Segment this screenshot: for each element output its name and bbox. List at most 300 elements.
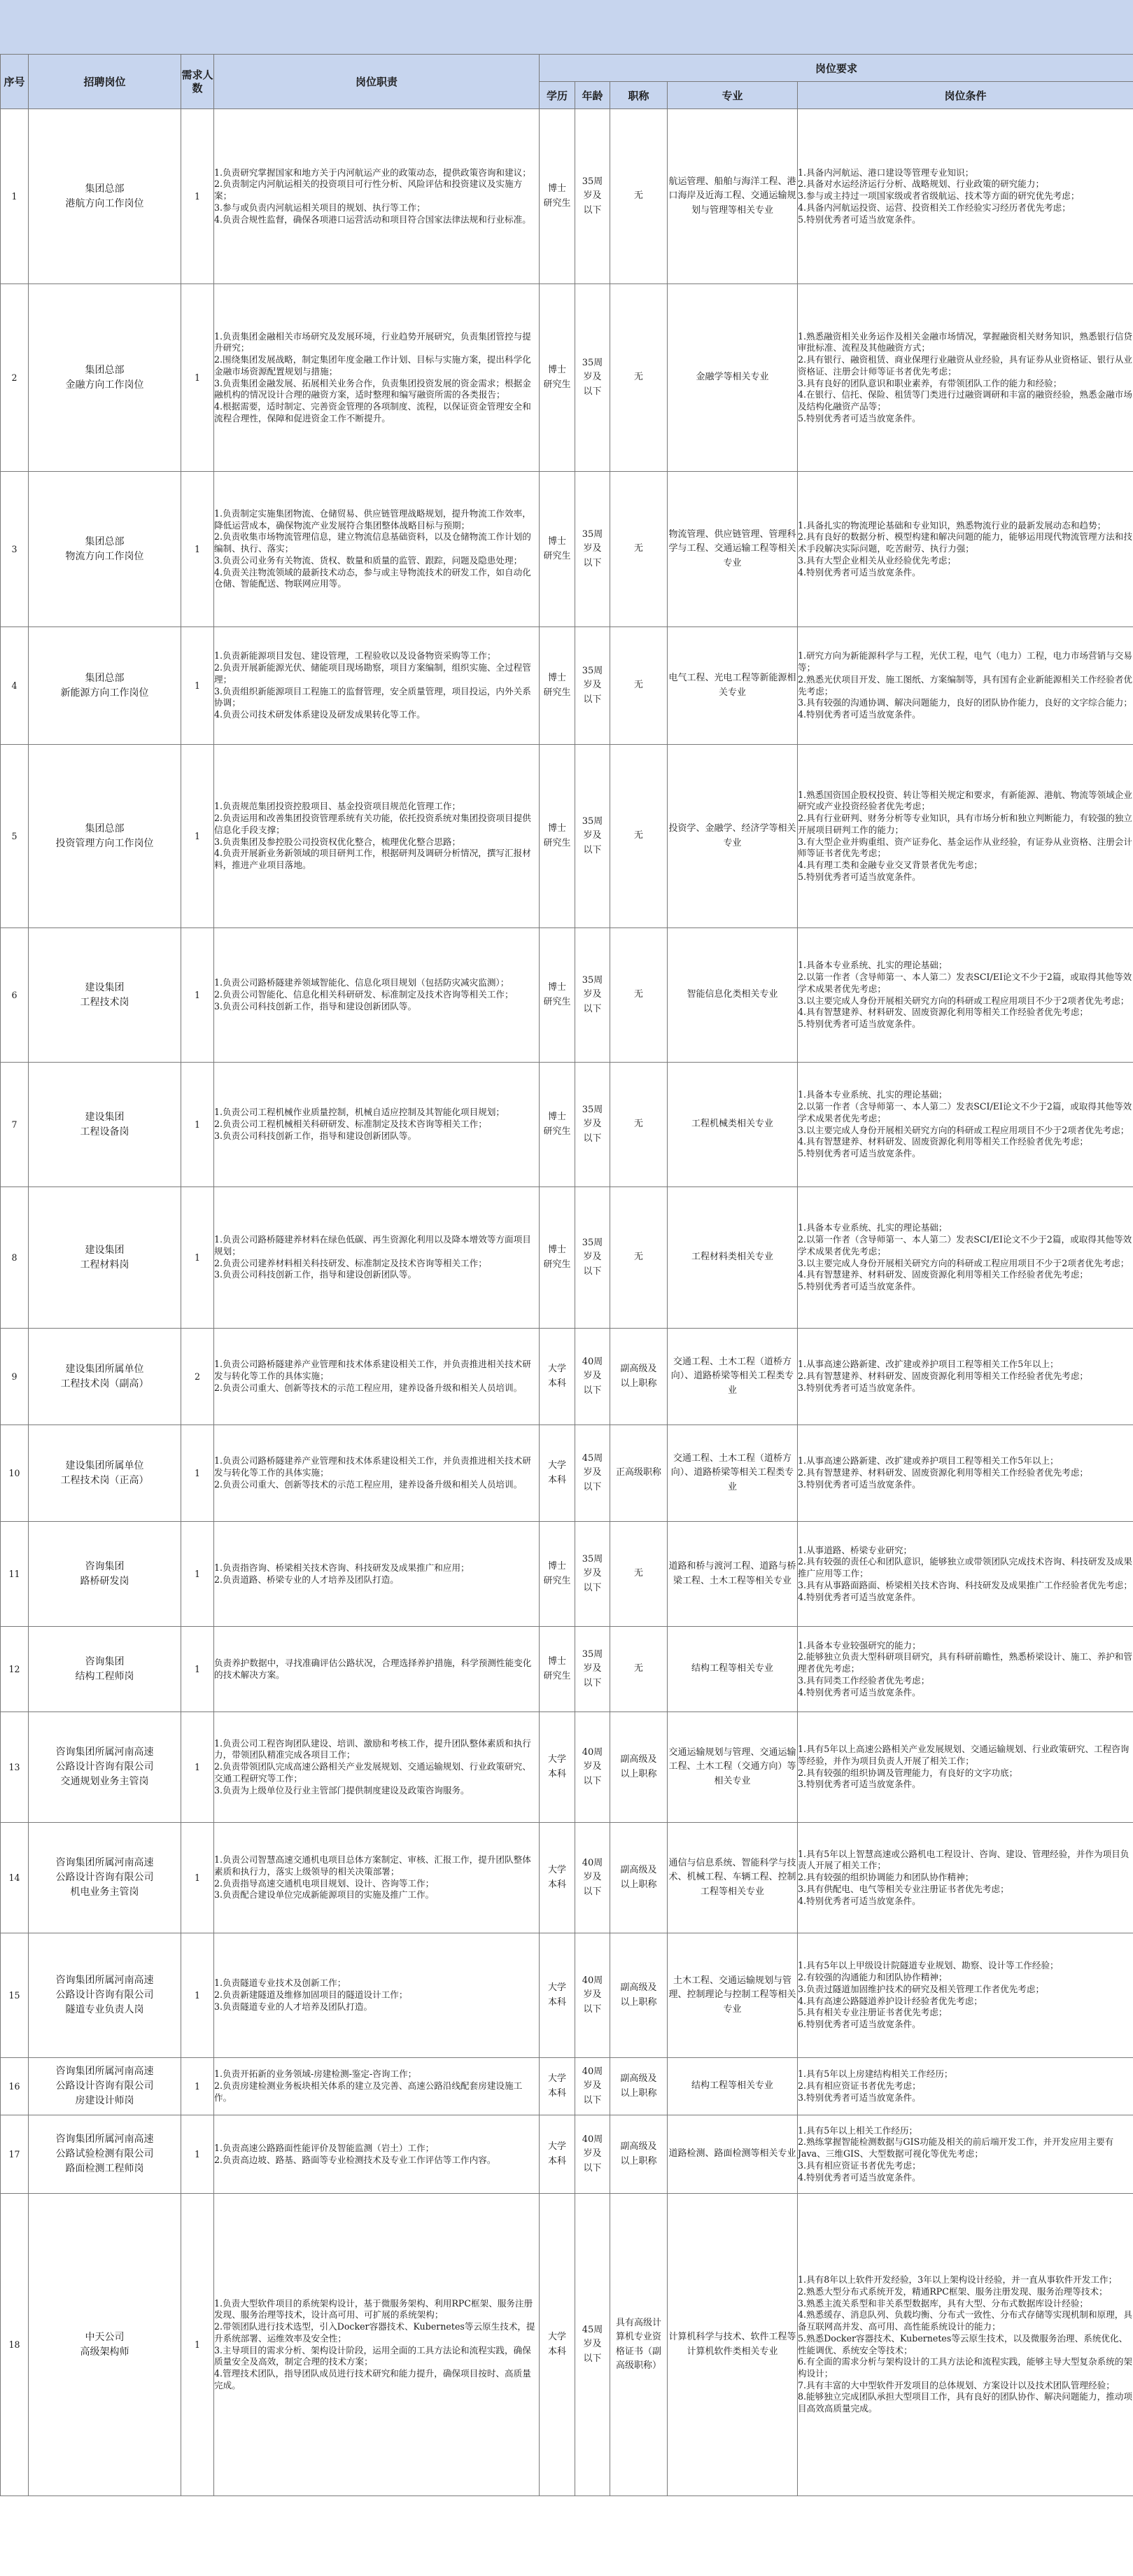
table-row — [1, 472, 1133, 627]
age-requirement-line: 45周 — [582, 2325, 603, 2336]
position-name — [29, 1329, 181, 1425]
job-conditions-line: 2.熟悉光伏项目开发、施工图纸、方案编制等，具有国有企业新能源相关工作经验者优先考虑； — [798, 673, 1132, 696]
title-requirement-line: 以上职称 — [620, 2087, 657, 2099]
degree-requirement-line: 大学 — [547, 1982, 566, 1994]
job-conditions-line: 5.特别优秀者可适当放宽条件。 — [798, 1018, 921, 1029]
position-name-line: 金融方向工作岗位 — [65, 379, 144, 391]
major-requirement — [668, 1329, 798, 1425]
job-conditions-line: 4.在银行、信托、保险、租赁等门类进行过融资调研和丰富的融资经验，熟悉金融市场及结构化融资产品等； — [798, 389, 1132, 412]
row-seq: 16 — [1, 2058, 29, 2115]
age-requirement-line: 40周 — [582, 1357, 603, 1368]
age-requirement-line: 以下 — [583, 1003, 602, 1014]
degree-requirement — [540, 1522, 575, 1627]
position-name — [29, 1425, 181, 1522]
job-duties-line: 1.负责公司工程咨询团队建设、培训、激励和考核工作，提升团队整体素质和执行力，带领团队精准完成各项目工作； — [214, 1737, 531, 1760]
job-duties-line: 负责养护数据中，寻找准确评估公路状况，合理选择养护措施，科学预测性能变化的技术解决方案。 — [214, 1657, 532, 1680]
job-conditions-line: 2.熟悉大型分布式系统开发，精通RPC框架、服务注册发现、服务治理等技术； — [798, 2286, 1108, 2297]
title-requirement-line: 具有高级计 — [615, 2318, 661, 2329]
position-name-line: 路面检测工程师岗 — [65, 2163, 144, 2174]
table-row — [1, 284, 1133, 472]
major-requirement-line: 电气工程、光电工程等新能源相关专业 — [668, 673, 796, 698]
position-name — [29, 1522, 181, 1627]
major-requirement — [668, 109, 798, 284]
age-requirement-line: 岁及 — [583, 1371, 602, 1382]
job-duties — [214, 1425, 540, 1522]
age-requirement — [575, 2194, 610, 2496]
position-name-line: 路桥研发岗 — [80, 1575, 129, 1587]
job-conditions-line: 2.具有较强的组织协调能力和团队协作精神； — [798, 1872, 974, 1883]
table-row — [1, 2115, 1133, 2194]
title-requirement — [610, 472, 668, 627]
job-conditions-line: 2.具有良好的数据分析、模型构建和解决问题的能力，能够运用现代物流管理方法和技术手段解决实际问题，吃苦耐劳、执行力强； — [798, 531, 1132, 554]
job-conditions-line: 5.特别优秀者可适当放宽条件。 — [798, 412, 921, 424]
job-conditions-line: 3.以主要完成人身份开展相关研究方向的科研或工程应用项目不少于2项者优先考虑； — [798, 995, 1130, 1006]
job-duties-line: 2.负责指导高速交通机电项目规划、设计、咨询等工作； — [214, 1877, 435, 1889]
position-name — [29, 1627, 181, 1712]
major-requirement — [668, 928, 798, 1063]
header-seq: 序号 — [1, 55, 29, 109]
job-duties-line: 3.负责公司科技创新工作，指导和建设创新团队等。 — [214, 1269, 417, 1280]
position-name-line: 公路设计咨询有限公司 — [55, 1872, 154, 1883]
table-row — [1, 1522, 1133, 1627]
title-requirement-line: 高级职称） — [615, 2360, 661, 2371]
headcount: 1 — [181, 109, 214, 284]
job-conditions-line: 5.特别优秀者可适当放宽条件。 — [798, 214, 921, 225]
degree-requirement-line: 本科 — [547, 2087, 566, 2099]
headcount: 2 — [181, 1329, 214, 1425]
job-duties-line: 3.主导项目的需求分析、架构设计阶段，运用全面的工具方法论和流程实践，确保质量安全及高效，制定合理的技术方案； — [214, 2344, 531, 2367]
job-conditions-line: 3.具有较强的沟通协调、解决问题能力，良好的团队协作能力，良好的文字综合能力； — [798, 697, 1132, 708]
degree-requirement-line: 研究生 — [543, 687, 571, 698]
job-conditions-line: 1.具备本专业系统、扎实的理论基础； — [798, 960, 948, 971]
job-conditions-line: 3.具有大型企业相关从业经验优先考虑； — [798, 554, 957, 566]
degree-requirement-line: 博士 — [547, 823, 566, 834]
job-conditions-line: 1.研究方向为新能源科学与工程，光伏工程，电气（电力）工程，电力市场营销与交易等； — [798, 650, 1132, 673]
job-conditions-line: 4.特别优秀者可适当放宽条件。 — [798, 708, 921, 720]
age-requirement-line: 35周 — [582, 1649, 603, 1660]
age-requirement-line: 35周 — [582, 1105, 603, 1116]
headcount: 1 — [181, 2115, 214, 2194]
job-duties-line: 1.负责规范集团投资控股项目、基金投资项目规范化管理工作； — [214, 801, 461, 812]
age-requirement-line: 岁及 — [583, 372, 602, 383]
job-duties-line: 3.负责公司科技创新工作，指导和建设创新团队等。 — [214, 1130, 417, 1141]
job-duties-line: 2.负责道路、桥梁专业的人才培养及团队打造。 — [214, 1574, 399, 1585]
title-requirement-line: 以上职称 — [620, 1879, 657, 1890]
job-conditions-line: 1.熟悉国资国企股权投资、转让等相关规定和要求，有新能源、港航、物流等领域企业研究或产业投资经验者优先考虑； — [798, 789, 1132, 812]
age-requirement-line: 岁及 — [583, 680, 602, 691]
title-requirement — [610, 1329, 668, 1425]
job-duties-line: 2.负责带领团队完成高速公路相关产业发展规划、交通运输规划、行业政策研究、交通工程研究等工作； — [214, 1761, 531, 1784]
position-name-line: 集团总部 — [85, 822, 125, 834]
age-requirement-line: 岁及 — [583, 1568, 602, 1579]
position-name — [29, 1712, 181, 1823]
job-duties-line: 1.负责指咨询、桥梁相关技术咨询、科技研发及成果推广和应用； — [214, 1562, 470, 1573]
age-requirement-line: 岁及 — [583, 1252, 602, 1263]
job-conditions-line: 4.特别优秀者可适当放宽条件。 — [798, 1895, 921, 1906]
position-name-line: 公路设计咨询有限公司 — [55, 1761, 154, 1772]
major-requirement — [668, 2115, 798, 2194]
position-name-line: 咨询集团所属河南高速 — [55, 2066, 154, 2077]
degree-requirement-line: 大学 — [547, 2332, 566, 2343]
row-seq: 17 — [1, 2115, 29, 2194]
job-conditions — [798, 2194, 1133, 2496]
position-name — [29, 472, 181, 627]
age-requirement-line: 以下 — [583, 2003, 602, 2015]
row-seq: 8 — [1, 1187, 29, 1329]
position-name-line: 建设集团 — [85, 1244, 125, 1256]
job-conditions-line: 7.具有丰富的大中型软件开发项目的总体规划、方案设计以及技术团队管理经验； — [798, 2379, 1115, 2390]
job-duties-line: 2.负责公司工程机械相关科研研发、标准制定及技术咨询等相关工作； — [214, 1119, 487, 1130]
degree-requirement-line: 博士 — [547, 1112, 566, 1123]
headcount: 1 — [181, 928, 214, 1063]
position-name — [29, 2194, 181, 2496]
job-duties-line: 2.负责房建检测业务板块相关体系的建立及完善、高速公路沿线配套房建设施工作。 — [214, 2080, 523, 2103]
job-duties-line: 3.负责集团金融发展、拓展相关业务合作，负责集团投资发展的资金需求；根据金融机构的情况设计合理的融资方案，适时整理和编写融资所需的各类报告； — [214, 377, 531, 400]
position-name-line: 咨询集团所属河南高速 — [55, 2134, 154, 2145]
job-conditions-line: 5.特别优秀者可适当放宽条件。 — [798, 1280, 921, 1292]
job-duties-line: 3.负责为上级单位及行业主管部门提供制度建设及政策咨询服务。 — [214, 1784, 470, 1795]
major-requirement — [668, 1627, 798, 1712]
major-requirement-line: 结构工程等相关专业 — [691, 1663, 773, 1674]
job-conditions-line: 4.具备内河航运投资、运营、投资相关工作经验实习经历者优先考虑； — [798, 202, 1071, 213]
table-row — [1, 627, 1133, 745]
major-requirement — [668, 1425, 798, 1522]
job-conditions — [798, 109, 1133, 284]
title-requirement — [610, 109, 668, 284]
job-conditions-line: 1.从事高速公路新建、改扩建或养护项目工程等相关工作5年以上； — [798, 1455, 1059, 1466]
job-duties-line: 1.负责公司工程机械作业质量控制，机械自适应控制及其智能化项目规划； — [214, 1107, 505, 1118]
age-requirement — [575, 284, 610, 472]
title-requirement-line: 副高级及 — [620, 1982, 657, 1994]
age-requirement — [575, 1823, 610, 1933]
degree-requirement — [540, 1187, 575, 1329]
job-conditions-line: 1.具备扎实的物流理论基础和专业知识，熟悉物流行业的最新发展动态和趋势； — [798, 519, 1106, 531]
degree-requirement — [540, 1712, 575, 1823]
job-conditions-line: 2.具有行业研判、财务分析等专业知识，具有市场分析和独立判断能力，有较强的独立开展项目研判工作的能力； — [798, 813, 1132, 835]
job-conditions-line: 1.具有5年以上甲级设计院隧道专业规划、勘察、设计等工作经验； — [798, 1960, 1059, 1971]
age-requirement-line: 岁及 — [583, 2148, 602, 2160]
job-duties-line: 1.负责高速公路路面性能评价及智能监测（岩土）工作； — [214, 2142, 435, 2153]
job-duties-line: 3.负责隧道专业的人才培养及团队打造。 — [214, 2001, 373, 2012]
job-duties-line: 4.负责开展新业务新领域的项目研判工作，根据研判及调研分析情况，撰写汇报材料，推进产业项目落地。 — [214, 848, 531, 870]
table-row — [1, 1425, 1133, 1522]
position-name — [29, 1187, 181, 1329]
headcount: 1 — [181, 472, 214, 627]
major-requirement-line: 交通工程、土木工程（道桥方向）、道路桥梁等相关工程类专业 — [670, 1453, 794, 1492]
degree-requirement-line: 本科 — [547, 1378, 566, 1389]
major-requirement-line: 结构工程等相关专业 — [691, 2080, 773, 2092]
job-conditions-line: 4.熟悉缓存、消息队列、负载均衡、分布式一致性、分布式存储等实现机制和原理，具备互联网高并发、高可用、高性能系统设计的能力； — [798, 2309, 1132, 2332]
job-conditions-line: 2.具有智慧建养、材料研发、固废资源化利用等相关工作经验者优先考虑； — [798, 1371, 1089, 1382]
position-name — [29, 284, 181, 472]
job-conditions — [798, 284, 1133, 472]
degree-requirement-line: 研究生 — [543, 550, 571, 561]
job-duties-line: 3.负责公司业务有关物流、货权、数量和质量的监管、跟踪，问题及隐患处理； — [214, 554, 523, 566]
age-requirement-line: 岁及 — [583, 1467, 602, 1478]
headcount: 1 — [181, 1425, 214, 1522]
job-duties-line: 3.参与或负责内河航运相关项目的规划、执行等工作； — [214, 202, 425, 213]
title-requirement-line: 无 — [633, 543, 643, 554]
age-requirement-line: 45周 — [582, 1453, 603, 1464]
position-name-line: 建设集团 — [85, 981, 125, 993]
major-requirement-line: 计算机科学与技术、软件工程等计算机软件类相关专业 — [668, 2332, 796, 2357]
job-duties-line: 4.根据需要，适时制定、完善资金管理的各项制度、流程，以保证资金管理安全和流程合理性，保障和促进资金工作不断提升。 — [214, 400, 531, 424]
job-conditions-line: 2.具有较强的组织协调及管理能力，有良好的文字功底； — [798, 1767, 1018, 1778]
age-requirement-line: 岁及 — [583, 2339, 602, 2350]
job-conditions-line: 3.特别优秀者可适当放宽条件。 — [798, 1779, 921, 1790]
age-requirement-line: 以下 — [583, 1582, 602, 1593]
job-conditions — [798, 472, 1133, 627]
position-name-line: 机电业务主管岗 — [70, 1886, 139, 1898]
degree-requirement-line: 研究生 — [543, 996, 571, 1007]
position-name — [29, 1933, 181, 2058]
position-name-line: 物流方向工作岗位 — [65, 550, 144, 562]
job-duties — [214, 1823, 540, 1933]
degree-requirement — [540, 472, 575, 627]
job-conditions-line: 1.具备内河航运、港口建设等管理专业知识； — [798, 167, 974, 178]
job-conditions-line: 4.特别优秀者可适当放宽条件。 — [798, 2171, 921, 2183]
job-duties-line: 3.负责集团及参控股公司投资权优化整合，梳理优化整合思路； — [214, 836, 461, 847]
title-requirement — [610, 1522, 668, 1627]
degree-requirement-line: 博士 — [547, 183, 566, 195]
position-name — [29, 2115, 181, 2194]
age-requirement — [575, 1627, 610, 1712]
major-requirement — [668, 1823, 798, 1933]
job-conditions-line: 1.具有5年以上相关工作经历； — [798, 2124, 918, 2136]
age-requirement-line: 35周 — [582, 975, 603, 986]
title-requirement-line: 副高级及 — [620, 2073, 657, 2085]
degree-requirement-line: 大学 — [547, 1364, 566, 1375]
title-requirement — [610, 1627, 668, 1712]
degree-requirement — [540, 1823, 575, 1933]
age-requirement-line: 以下 — [583, 204, 602, 216]
job-conditions-line: 3.具有良好的团队意识和职业素养，有带领团队工作的能力和经验； — [798, 377, 1062, 388]
position-name-line: 高级架构师 — [80, 2346, 129, 2358]
job-duties — [214, 1187, 540, 1329]
job-conditions-line: 2.熟练掌握智能检测数据与GIS功能及相关的前后端开发工作，并开发应用主要有Java、三维GIS、大型数据可视化等优先考虑； — [798, 2136, 1114, 2160]
table-row — [1, 745, 1133, 928]
table-row — [1, 928, 1133, 1063]
title-requirement-line: 副高级及 — [620, 1865, 657, 1876]
age-requirement-line: 岁及 — [583, 2080, 602, 2092]
title-requirement-line: 无 — [633, 190, 643, 202]
major-requirement-line: 交通工程、土木工程（道桥方向）、道路桥梁等相关工程类专业 — [670, 1357, 794, 1396]
position-name-line: 公路设计咨询有限公司 — [55, 2080, 154, 2092]
job-conditions-line: 2.以第一作者（含导师第一、本人第二）发表SCI/EI论文不少于2篇，或取得其他等效学术成果者优先考虑； — [798, 1101, 1132, 1124]
row-seq: 11 — [1, 1522, 29, 1627]
job-conditions-line: 1.具有5年以上智慧高速或公路机电工程设计、咨询、建设、管理经验，并作为项目负责人开展了相关工作； — [798, 1848, 1130, 1871]
major-requirement — [668, 1522, 798, 1627]
age-requirement-line: 40周 — [582, 1858, 603, 1869]
degree-requirement — [540, 2058, 575, 2115]
degree-requirement-line: 博士 — [547, 982, 566, 993]
position-name-line: 集团总部 — [85, 536, 125, 547]
title-requirement — [610, 1933, 668, 2058]
age-requirement — [575, 1187, 610, 1329]
position-name-line: 工程技术岗（副高） — [60, 1378, 149, 1390]
degree-requirement-line: 研究生 — [543, 379, 571, 390]
major-requirement — [668, 1712, 798, 1823]
job-duties-line: 3.负责公司科技创新工作，指导和建设创新团队等。 — [214, 1000, 417, 1011]
job-conditions-line: 4.特别优秀者可适当放宽条件。 — [798, 566, 921, 578]
age-requirement — [575, 472, 610, 627]
age-requirement-line: 以下 — [583, 2353, 602, 2364]
table-row — [1, 1627, 1133, 1712]
major-requirement — [668, 627, 798, 745]
age-requirement-line: 岁及 — [583, 989, 602, 1000]
title-requirement — [610, 2115, 668, 2194]
headcount: 1 — [181, 1933, 214, 2058]
table-row — [1, 109, 1133, 284]
age-requirement — [575, 627, 610, 745]
job-conditions-line: 6.特别优秀者可适当放宽条件。 — [798, 2018, 921, 2029]
row-seq: 10 — [1, 1425, 29, 1522]
degree-requirement-line: 本科 — [547, 2346, 566, 2357]
position-name-line: 公路试验检测有限公司 — [55, 2148, 154, 2160]
row-seq: 1 — [1, 109, 29, 284]
degree-requirement-line: 大学 — [547, 1754, 566, 1765]
title-requirement — [610, 1425, 668, 1522]
job-duties-line: 2.带领团队进行技术选型，引入Docker容器技术、Kubernetes等云原生技术，提升系统部署、运维效率及安全性； — [214, 2321, 535, 2344]
position-name-line: 建设集团所属单位 — [65, 1363, 144, 1375]
degree-requirement — [540, 284, 575, 472]
row-seq: 13 — [1, 1712, 29, 1823]
job-conditions-line: 2.具备对水运经济运行分析、战略规划、行业政策的研究能力； — [798, 178, 1045, 190]
title-requirement — [610, 2194, 668, 2496]
job-conditions-line: 3.特别优秀者可适当放宽条件。 — [798, 1382, 921, 1393]
job-duties-line: 4.负责关注物流领域的最新技术动态，参与或主导物流技术的研发工作，如自动化仓储、智能配送、物联网应用等。 — [214, 566, 531, 589]
major-requirement-line: 智能信息化类相关专业 — [687, 989, 778, 1000]
age-requirement-line: 35周 — [582, 816, 603, 827]
headcount: 1 — [181, 1187, 214, 1329]
position-name-line: 建设集团所属单位 — [65, 1460, 144, 1471]
job-duties — [214, 1712, 540, 1823]
headcount: 1 — [181, 2194, 214, 2496]
header-degree: 学历 — [540, 82, 575, 109]
position-name-line: 新能源方向工作岗位 — [60, 687, 149, 699]
job-duties-line: 4.负责公司技术研发体系建设及研发成果转化等工作。 — [214, 708, 425, 720]
major-requirement-line: 工程机械类相关专业 — [691, 1119, 773, 1130]
header-major: 专业 — [668, 82, 798, 109]
header-conditions: 岗位条件 — [798, 82, 1133, 109]
job-conditions-line: 4.具有智慧建养、材料研发、固废资源化利用等相关工作经验者优先考虑； — [798, 1136, 1089, 1147]
major-requirement-line: 通信与信息系统、智能科学与技术、机械工程、车辆工程、控制工程等相关专业 — [668, 1858, 796, 1897]
age-requirement-line: 以下 — [583, 557, 602, 568]
job-duties-line: 1.负责大型软件项目的系统架构设计，基于微服务架构、利用RPC框架、服务注册发现、服务治理等技术，设计高可用、可扩展的系统架构； — [214, 2297, 533, 2320]
job-duties-line: 2.负责开展新能源光伏、储能项目现场勘察，项目方案编制，组织实施、全过程管理； — [214, 662, 531, 685]
major-requirement — [668, 1933, 798, 2058]
job-conditions-line: 1.具有5年以上房建结构相关工作经历； — [798, 2068, 953, 2080]
job-conditions — [798, 1712, 1133, 1823]
job-conditions-line: 6.有全面的需求分析与架构设计的工具方法论和流程实践，能够主导大型复杂系统的架构设计； — [798, 2356, 1132, 2379]
job-conditions-line: 1.具备本专业系统、扎实的理论基础； — [798, 1222, 948, 1233]
row-seq: 2 — [1, 284, 29, 472]
job-conditions-line: 3.具有从事路面路面、桥梁相关技术咨询、科技研发及成果推广工作经验者优先考虑； — [798, 1579, 1132, 1590]
degree-requirement — [540, 745, 575, 928]
job-conditions-line: 1.从事道路、桥梁专业研究； — [798, 1544, 913, 1555]
degree-requirement-line: 本科 — [547, 1474, 566, 1485]
job-duties-line: 1.负责制定实施集团物流、仓储贸易、供应链管理战略规划，提升物流工作效率，降低运营成本，确保物流产业发展符合集团整体战略目标与预期； — [214, 507, 531, 531]
position-name-line: 咨询集团所属河南高速 — [55, 1857, 154, 1868]
position-name-line: 隧道专业负责人岗 — [65, 2004, 144, 2015]
job-conditions-line: 1.具有5年以上高速公路相关产业发展规划、交通运输规划、行业政策研究、工程咨询等经验，并作为项目负责人开展了相关工作； — [798, 1744, 1130, 1766]
major-requirement — [668, 2194, 798, 2496]
major-requirement — [668, 745, 798, 928]
row-seq: 6 — [1, 928, 29, 1063]
degree-requirement — [540, 928, 575, 1063]
degree-requirement-line: 博士 — [547, 1245, 566, 1256]
job-conditions-line: 4.特别优秀者可适当放宽条件。 — [798, 1686, 921, 1698]
job-duties — [214, 284, 540, 472]
age-requirement — [575, 1522, 610, 1627]
age-requirement — [575, 1329, 610, 1425]
position-name-line: 咨询集团所属河南高速 — [55, 1746, 154, 1758]
job-conditions — [798, 2058, 1133, 2115]
degree-requirement-line: 本科 — [547, 1996, 566, 2008]
row-seq: 4 — [1, 627, 29, 745]
header-title: 职称 — [610, 82, 668, 109]
title-requirement-line: 无 — [633, 1252, 643, 1263]
job-conditions — [798, 1187, 1133, 1329]
job-duties-line: 2.负责新建隧道及维修加固项目的隧道设计工作； — [214, 1989, 408, 2001]
job-conditions — [798, 745, 1133, 928]
job-duties — [214, 1063, 540, 1187]
job-conditions-line: 5.具有相关专业注册证书者优先考虑； — [798, 2007, 948, 2018]
title-requirement — [610, 2058, 668, 2115]
table-row — [1, 1712, 1133, 1823]
degree-requirement-line: 研究生 — [543, 197, 571, 209]
job-conditions-line: 3.负责过隧道加固维护技术的研究及相关管理工作者优先考虑； — [798, 1983, 1045, 1994]
degree-requirement-line: 博士 — [547, 536, 566, 547]
row-seq: 5 — [1, 745, 29, 928]
header-row-1 — [1, 55, 1133, 82]
position-name-line: 咨询集团所属河南高速 — [55, 1975, 154, 1986]
age-requirement-line: 以下 — [583, 1677, 602, 1688]
job-duties-line: 2.负责高边坡、路基、路面等专业检测技术及专业工作评估等工作内容。 — [214, 2154, 496, 2165]
degree-requirement — [540, 2115, 575, 2194]
job-duties-line: 4.负责合规性监督，确保各项港口运营活动和项目符合国家法律法规和行业标准。 — [214, 214, 531, 225]
job-duties — [214, 1522, 540, 1627]
job-duties-line: 2.负责公司重大、创新等技术的示范工程应用，建养设备升级和相关人员培训。 — [214, 1478, 523, 1490]
job-conditions — [798, 1823, 1133, 1933]
major-requirement — [668, 1187, 798, 1329]
title-requirement — [610, 1823, 668, 1933]
degree-requirement-line: 本科 — [547, 2155, 566, 2166]
row-seq: 15 — [1, 1933, 29, 2058]
title-requirement — [610, 1063, 668, 1187]
job-duties-line: 1.负责公司路桥隧建养产业管理和技术体系建设相关工作，并负责推进相关技术研发与转化等工作的具体实施； — [214, 1359, 531, 1382]
position-name — [29, 1823, 181, 1933]
age-requirement-line: 以下 — [583, 2094, 602, 2106]
position-name-line: 工程技术岗（正高） — [60, 1474, 149, 1486]
major-requirement-line: 道路检测、路面检测等相关专业 — [668, 2148, 796, 2160]
job-duties-line: 1.负责开拓新的业务领域-房建检测-鉴定-咨询工作； — [214, 2068, 417, 2080]
row-seq: 7 — [1, 1063, 29, 1187]
degree-requirement — [540, 1425, 575, 1522]
job-duties — [214, 627, 540, 745]
job-conditions-line: 3.有大型企业并购重组、资产证券化、基金运作从业经验，有证券从业资格、注册会计师等证书者优先考虑； — [798, 836, 1132, 859]
title-requirement-line: 无 — [633, 1119, 643, 1130]
title-requirement-line: 副高级及 — [620, 1754, 657, 1765]
position-name-line: 交通规划业务主管岗 — [60, 1776, 149, 1787]
title-requirement-line: 副高级及 — [620, 2141, 657, 2152]
age-requirement-line: 35周 — [582, 176, 603, 188]
degree-requirement-line: 研究生 — [543, 1259, 571, 1270]
job-conditions-line: 4.具有理工类和金融专业交叉背景者优先考虑； — [798, 859, 983, 870]
degree-requirement — [540, 2194, 575, 2496]
title-requirement-line: 无 — [633, 372, 643, 383]
headcount: 1 — [181, 627, 214, 745]
